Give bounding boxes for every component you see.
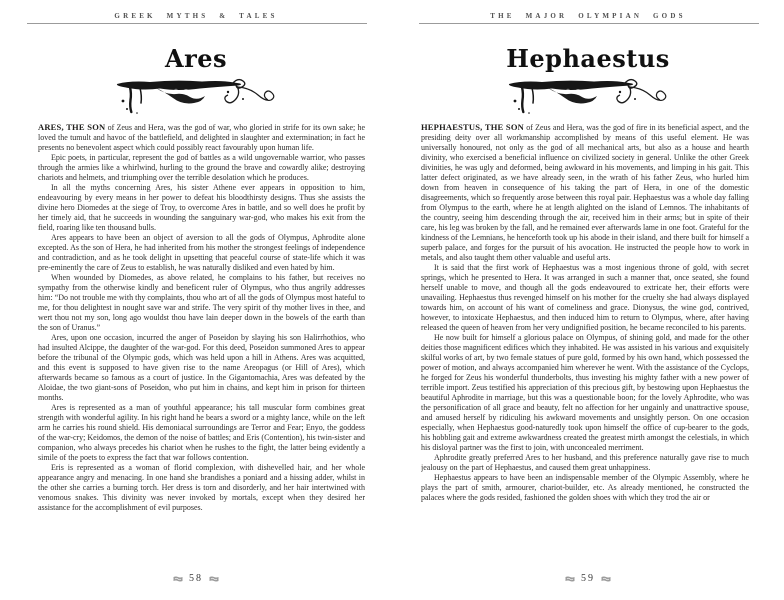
paragraph-lead-in: HEPHAESTUS, THE SON [421,122,525,132]
paragraph: Ares, upon one occasion, incurred the anger of Poseidon by slaying his son Halirrhothios, who had insulted Alcippe, the daughter of the war-god. For this deed, Poseidon summoned Ares to appear before the tribunal of the Olympic gods, which was held upon a hill in Athens. Ares was acquitted, and this event is supposed to have given rise to the name Areopagus (or Hill of Ares), which afterwards became so famous as a court of justice. In the Gigantomachia, Ares was defeated by the Aloidae, the two giant-sons of Poseidon, who put him in chains, and kept him in prison for thirteen months. [38,333,365,402]
paragraph: Ares is represented as a man of youthful appearance; his tall muscular form combines great strength with wonderful agility. In his right hand he bears a sword or a mighty lance, while on the left arm he carries his round shield. His demoniacal surroundings are Terror and Fear; Enyo, the goddess of the war-cry; Keidomos, the demon of the noise of battles; and Eris (Contention), his twin-sister and companion, who always precedes his chariot when he rushes to the fight, the latter being evidently a simile of the poets to express the fact that war follows contention. [38,403,365,462]
body-text [421,122,749,574]
ink-flourish-ornament [116,76,276,116]
chapter-title: Hephaestus [506,44,670,73]
header-rule [419,23,759,24]
page-footer [392,573,784,584]
page-footer [0,573,392,584]
page-number: 59 [581,573,595,584]
paragraph: HEPHAESTUS, THE SON of Zeus and Hera, was the god of fire in its beneficial aspect, and the presiding deity over all workmanship accomplished by means of this useful element. He was universally honoured, not only as the god of all mechanical arts, but also as a house and hearth divinity, who exercised a beneficial influence on civilized society in general. Unlike the other Greek divinities, he was ugly and deformed, being awkward in his movements, and limping in his gait. This latter defect originated, as we have already seen, in the wrath of his father Zeus, who hurled him down from heaven in consequence of his taking the part of Hera, in one of the domestic disagreements, which so frequently arose between this royal pair. Hephaestus was a whole day falling from Olympus to the earth, where he at length alighted on the island of Lemnos. The inhabitants of the country, seeing him descending through the air, received him in their arms; but in spite of their care, his leg was broken by the fall, and he remained ever afterwards lame in one foot. Grateful for the kindness of the Lemnians, he henceforth took up his abode in their island, and there built for himself a superb palace, and forges for the pursuit of his avocation. He instructed the people how to work in metals, and also taught them other valuable and useful arts. [421,122,749,262]
paragraph: He now built for himself a glorious palace on Olympus, of shining gold, and made for the other deities those magnificent edifices which they inhabited. He was assisted in his various and exquisitely skilful works of art, by two female statues of pure gold, formed by his own hand, which possessed the power of motion, and always accompanied him wherever he went. With the assistance of the Cyclops, he forged for Zeus his wonderful thunderbolts, thus investing his mighty father with a new power of terrible import. Zeus testified his appreciation of this precious gift, by bestowing upon Hephaestus the beautiful Aphrodite in marriage, but this was a questionable boon; for the lovely Aphrodite, who was the personification of all grace and beauty, felt no affection for her ungainly and unattractive spouse, and amused herself by ridiculing his awkward movements and unsightly person. On one occasion especially, when Hephaestus good-naturedly took upon himself the office of cup-bearer to the gods, his hobbling gait and extreme awkwardness created the greatest mirth amongst the celestials, in which his disloyal partner was the first to join, with unconcealed merriment. [421,333,749,452]
running-head: THE MAJOR OLYMPIAN GODS [490,12,686,20]
paragraph: Epic poets, in particular, represent the god of battles as a wild ungovernable warrior, who passes through the armies like a whirlwind, hurling to the ground the brave and cowardly alike; destroying chariots and helmets, and triumphing over the terrible desolation which he produces. [38,153,365,182]
page-right [392,0,784,600]
folio-ornament-left-icon [565,576,575,582]
paragraph: When wounded by Diomedes, as above related, he complains to his father, but receives no sympathy from the otherwise kindly and beneficent ruler of Olympus, who thus angrily addresses him: “Do not trouble me with thy complaints, thou who art of all the gods of Olympus most hateful to me, for thou delightest in nought save war and strife. The very spirit of thy mother lives in thee, and wert thou not my son, long ago wouldst thou have lain deeper down in the bowels of the earth than the son of Uranus.” [38,273,365,332]
paragraph: In all the myths concerning Ares, his sister Athene ever appears in opposition to him, endeavouring by every means in her power to defeat his bloodthirsty designs. Thus she assists the divine hero Diomedes at the siege of Troy, to overcome Ares in battle, and so well does he profit by her timely aid, that he succeeds in wounding the sanguinary war-god, who makes his exit from the field, roaring like ten thousand bulls. [38,183,365,232]
paragraph: Eris is represented as a woman of florid complexion, with dishevelled hair, and her whole appearance angry and menacing. In one hand she brandishes a poniard and a hissing adder, whilst in the other she carries a burning torch. Her dress is torn and disorderly, and her hair intertwined with venomous snakes. This divinity was never invoked by mortals, except when they desired her assistance for the accomplishment of evil purposes. [38,463,365,512]
page-number: 58 [189,573,203,584]
folio-ornament-right-icon [209,576,219,582]
chapter-title: Ares [164,44,228,73]
folio-ornament-right-icon [601,576,611,582]
paragraph: Hephaestus appears to have been an indispensable member of the Olympic Assembly, where he plays the part of smith, armourer, chariot-builder, etc. As already mentioned, he constructed the palaces where the gods resided, fashioned the golden shoes with which they trod the air or [421,473,749,502]
paragraph: Aphrodite greatly preferred Ares to her husband, and this preference naturally gave rise to much jealousy on the part of Hephaestus, and caused them great unhappiness. [421,453,749,472]
header-rule [27,23,367,24]
ink-flourish-ornament [508,76,668,116]
folio-ornament-left-icon [173,576,183,582]
body-text [38,122,365,574]
paragraph-lead-in: ARES, THE SON [38,122,106,132]
running-head: GREEK MYTHS & TALES [114,12,278,20]
paragraph: Ares appears to have been an object of aversion to all the gods of Olympus, Aphrodite alone excepted. As the son of Hera, he had inherited from his mother the strongest feelings of independence and contradiction, and as he took delight in upsetting that peaceful course of state-life which it was pre-eminently the care of Zeus to establish, he was naturally disliked and even hated by him. [38,233,365,272]
paragraph: ARES, THE SON of Zeus and Hera, was the god of war, who gloried in strife for its own sake; he loved the tumult and havoc of the battlefield, and delighted in slaughter and extermination; in fact he presents no benevolent aspect which could possibly react favourably upon human life. [38,122,365,152]
paragraph: It is said that the first work of Hephaestus was a most ingenious throne of gold, with secret springs, which he presented to Hera. It was arranged in such a manner that, once seated, she found herself unable to move, and though all the gods endeavoured to extricate her, their efforts were unavailing. Hephaestus thus revenged himself on his mother for the cruelty she had always displayed towards him, on account of his want of comeliness and grace. Dionysus, the wine god, contrived, however, to intoxicate Hephaestus, and then induced him to return to Olympus, where, after having released the queen of heaven from her very undignified position, he became reconciled to his parents. [421,263,749,332]
